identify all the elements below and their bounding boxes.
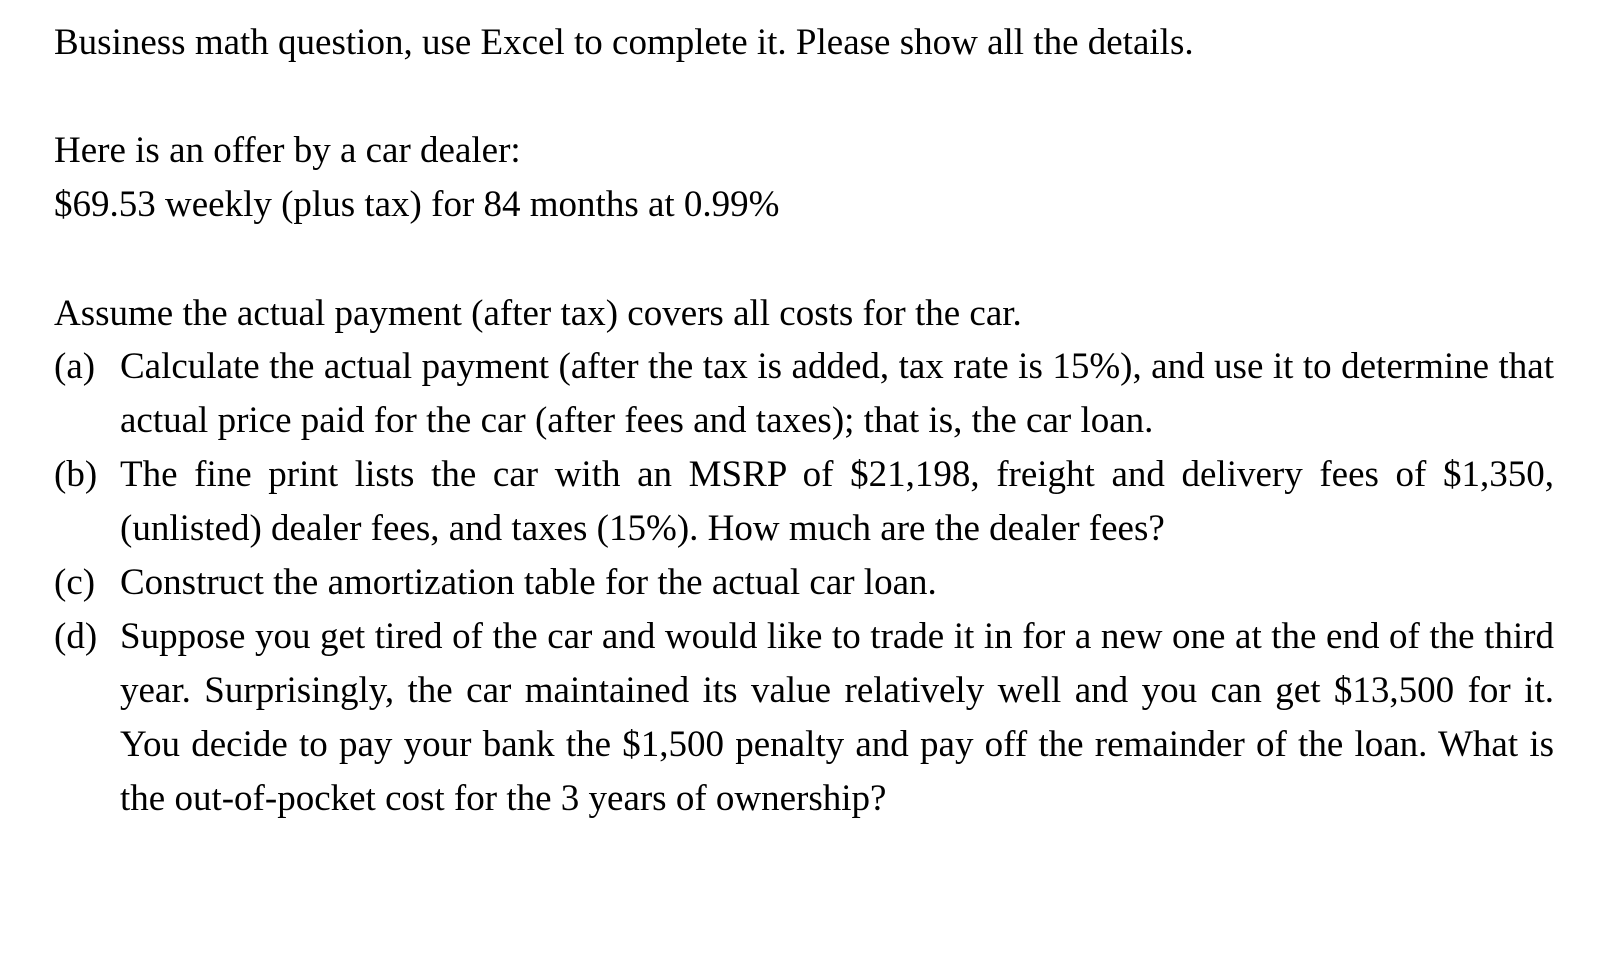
question-item-c [54,556,1554,610]
question-title: Business math question, use Excel to complete it. Please show all the details. [54,22,1194,63]
question-marker: (d) [54,616,98,657]
question-text: Construct the amortization table for the actual car loan. [120,562,937,603]
question-text: The fine print lists the car with an MSRP of $21,198, freight and delivery fees of $1,350, (unlisted) dealer fees, and taxes (15%). How much are the dealer fees? [120,454,1554,549]
question-item-b [54,448,1554,556]
offer-terms: $69.53 weekly (plus tax) for 84 months at 0.99% [54,184,780,225]
question-item-d [54,610,1554,826]
offer-intro: Here is an offer by a car dealer: [54,130,521,171]
question-text: Calculate the actual payment (after the tax is added, tax rate is 15%), and use it to determine that actual price paid for the car (after fees and taxes); that is, the car loan. [120,346,1554,441]
question-marker: (a) [54,346,96,387]
assumption-statement: Assume the actual payment (after tax) covers all costs for the car. [54,293,1022,334]
question-item-a [54,340,1554,448]
question-text: Suppose you get tired of the car and would like to trade it in for a new one at the end of the third year. Surprisingly, the car maintained its value relatively well and you can get $13,500 for it. You decide to pay your bank the $1,500 penalty and pay off the remainder of the loan. What is the out-of-pocket cost for the 3 years of ownership? [120,616,1554,819]
question-marker: (b) [54,454,98,495]
question-marker: (c) [54,562,96,603]
